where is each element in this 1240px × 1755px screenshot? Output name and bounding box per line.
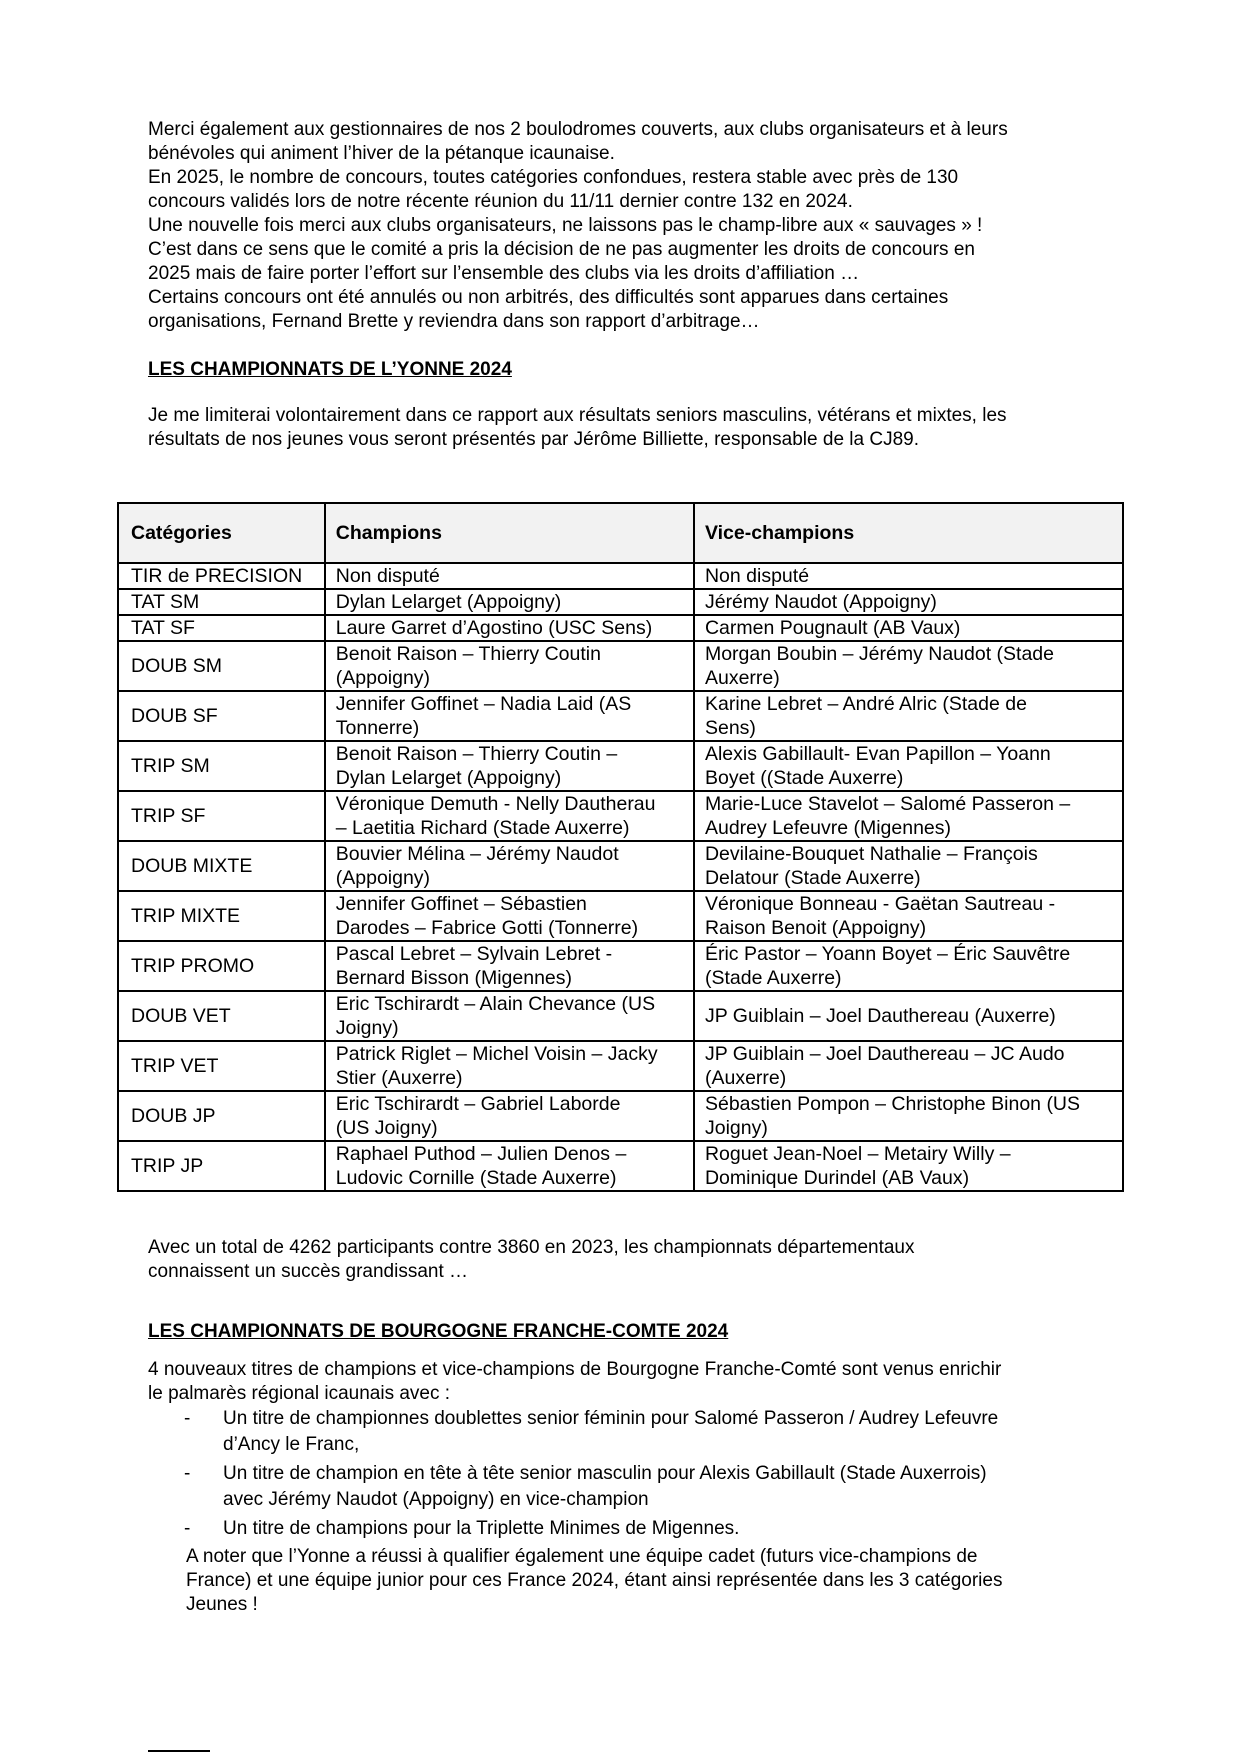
cell-line: JP Guiblain – Joel Dauthereau (Auxerre) <box>704 1005 1056 1027</box>
section-yonne-paragraph <box>148 404 1098 452</box>
cell-line: Marie-Luce Stavelot – Salomé Passeron – <box>704 793 1071 815</box>
cell-line: Véronique Demuth - Nelly Dautherau <box>335 793 656 815</box>
table-row <box>118 1141 1123 1191</box>
bfc-note-line: Jeunes ! <box>186 1594 258 1615</box>
vice-champions-cell <box>694 791 1123 841</box>
vice-champions-cell <box>694 891 1123 941</box>
category-cell: DOUB MIXTE <box>118 841 325 891</box>
cell-line: Sens) <box>704 717 756 739</box>
cell-line: (Auxerre) <box>704 1067 787 1089</box>
intro-line: 2025 mais de faire porter l’effort sur l’ensemble des clubs via les droits d’affiliation … <box>148 263 860 284</box>
cell-line: Jennifer Goffinet – Sébastien <box>335 893 587 915</box>
header-vice-champions: Vice-champions <box>694 503 1123 563</box>
list-item <box>148 1516 1098 1542</box>
bfc-intro-line: le palmarès régional icaunais avec : <box>148 1383 451 1404</box>
category-cell: DOUB JP <box>118 1091 325 1141</box>
section-yonne-line: Je me limiterai volontairement dans ce rapport aux résultats seniors masculins, vétérans et mixtes, les <box>148 405 1007 426</box>
champions-cell <box>325 1041 694 1091</box>
section-bfc <box>148 1358 1098 1617</box>
cell-line: Joigny) <box>704 1117 768 1139</box>
intro-line: organisations, Fernand Brette y reviendra dans son rapport d’arbitrage… <box>148 311 760 332</box>
bfc-note <box>148 1545 1098 1617</box>
table-row <box>118 1091 1123 1141</box>
category-cell: TRIP MIXTE <box>118 891 325 941</box>
category-cell: TAT SM <box>118 589 325 615</box>
category-cell: TRIP SF <box>118 791 325 841</box>
cell-line: Pascal Lebret – Sylvain Lebret - <box>335 943 613 965</box>
intro-line: Merci également aux gestionnaires de nos 2 boulodromes couverts, aux clubs organisateurs et à leurs <box>148 119 1008 140</box>
after-table-line: connaissent un succès grandissant … <box>148 1261 469 1282</box>
champions-cell <box>325 941 694 991</box>
table-row <box>118 991 1123 1041</box>
category-cell: TRIP VET <box>118 1041 325 1091</box>
cell-line: Devilaine-Bouquet Nathalie – François <box>704 843 1038 865</box>
cell-line: Bernard Bisson (Migennes) <box>335 967 573 989</box>
cell-line: Dominique Durindel (AB Vaux) <box>704 1167 970 1189</box>
champions-cell <box>325 589 694 615</box>
list-item-line: d’Ancy le Franc, <box>223 1434 360 1455</box>
list-item-line: Un titre de champion en tête à tête senior masculin pour Alexis Gabillault (Stade Auxerrois) <box>223 1463 987 1484</box>
table-row <box>118 1041 1123 1091</box>
cell-line: JP Guiblain – Joel Dauthereau – JC Audo <box>704 1043 1065 1065</box>
cell-line: (Appoigny) <box>335 867 431 889</box>
intro-line: Certains concours ont été annulés ou non arbitrés, des difficultés sont apparues dans certaines <box>148 287 949 308</box>
cell-line: Carmen Pougnault (AB Vaux) <box>704 617 961 639</box>
table-row <box>118 589 1123 615</box>
cell-line: Bouvier Mélina – Jérémy Naudot <box>335 843 619 865</box>
vice-champions-cell <box>694 841 1123 891</box>
vice-champions-cell <box>694 563 1123 589</box>
champions-cell <box>325 1091 694 1141</box>
list-item <box>148 1406 1098 1458</box>
cell-line: Karine Lebret – André Alric (Stade de <box>704 693 1027 715</box>
cell-line: Eric Tschirardt – Gabriel Laborde <box>335 1093 621 1115</box>
footnote-separator <box>148 1750 210 1752</box>
vice-champions-cell <box>694 589 1123 615</box>
cell-line: Ludovic Cornille (Stade Auxerre) <box>335 1167 617 1189</box>
vice-champions-cell <box>694 941 1123 991</box>
cell-line: Dylan Lelarget (Appoigny) <box>335 767 562 789</box>
table-header-row <box>118 503 1123 563</box>
bfc-note-line: A noter que l’Yonne a réussi à qualifier également une équipe cadet (futurs vice-champions de <box>186 1546 978 1567</box>
champions-cell <box>325 841 694 891</box>
cell-line: – Laetitia Richard (Stade Auxerre) <box>335 817 630 839</box>
after-table-paragraph <box>148 1236 1098 1284</box>
cell-line: Benoit Raison – Thierry Coutin <box>335 643 601 665</box>
vice-champions-cell <box>694 991 1123 1041</box>
cell-line: Benoit Raison – Thierry Coutin – <box>335 743 618 765</box>
table-row <box>118 841 1123 891</box>
cell-line: Auxerre) <box>704 667 780 689</box>
vice-champions-cell <box>694 691 1123 741</box>
intro-paragraph <box>148 118 1098 334</box>
cell-line: Véronique Bonneau - Gaëtan Sautreau - <box>704 893 1056 915</box>
cell-line: Laure Garret d’Agostino (USC Sens) <box>335 617 653 639</box>
table-row <box>118 891 1123 941</box>
intro-line: Une nouvelle fois merci aux clubs organisateurs, ne laissons pas le champ-libre aux « sauvages » ! <box>148 215 983 236</box>
vice-champions-cell <box>694 1041 1123 1091</box>
vice-champions-cell <box>694 641 1123 691</box>
table-row <box>118 941 1123 991</box>
category-cell: TAT SF <box>118 615 325 641</box>
bfc-note-line: France) et une équipe junior pour ces France 2024, étant ainsi représentée dans les 3 catégories <box>186 1570 1003 1591</box>
table-row <box>118 791 1123 841</box>
cell-line: Eric Tschirardt – Alain Chevance (US <box>335 993 656 1015</box>
cell-line: Raphael Puthod – Julien Denos – <box>335 1143 627 1165</box>
champions-cell <box>325 991 694 1041</box>
champions-cell <box>325 615 694 641</box>
table-row <box>118 563 1123 589</box>
cell-line: Raison Benoit (Appoigny) <box>704 917 927 939</box>
category-cell: TRIP SM <box>118 741 325 791</box>
section-title-bfc: LES CHAMPIONNATS DE BOURGOGNE FRANCHE-COMTE 2024 <box>148 1321 729 1342</box>
table-row <box>118 741 1123 791</box>
table-row <box>118 691 1123 741</box>
cell-line: Audrey Lefeuvre (Migennes) <box>704 817 952 839</box>
category-cell: TRIP PROMO <box>118 941 325 991</box>
cell-line: Alexis Gabillault- Evan Papillon – Yoann <box>704 743 1051 765</box>
bfc-title-list <box>148 1406 1098 1542</box>
cell-line: Roguet Jean-Noel – Metairy Willy – <box>704 1143 1011 1165</box>
cell-line: Morgan Boubin – Jérémy Naudot (Stade <box>704 643 1054 665</box>
after-table-line: Avec un total de 4262 participants contre 3860 en 2023, les championnats départementaux <box>148 1237 915 1258</box>
cell-line: Non disputé <box>704 565 810 587</box>
cell-line: Darodes – Fabrice Gotti (Tonnerre) <box>335 917 639 939</box>
section-yonne-line: résultats de nos jeunes vous seront présentés par Jérôme Billiette, responsable de la CJ89. <box>148 429 919 450</box>
champions-cell <box>325 563 694 589</box>
champions-cell <box>325 741 694 791</box>
cell-line: (Stade Auxerre) <box>704 967 842 989</box>
intro-line: En 2025, le nombre de concours, toutes catégories confondues, restera stable avec près de 130 <box>148 167 959 188</box>
intro-line: bénévoles qui animent l’hiver de la pétanque icaunaise. <box>148 143 615 164</box>
document-body <box>148 118 1098 452</box>
champions-cell <box>325 791 694 841</box>
vice-champions-cell <box>694 741 1123 791</box>
cell-line: (Appoigny) <box>335 667 431 689</box>
table-body <box>118 563 1123 1191</box>
category-cell: TIR de PRECISION <box>118 563 325 589</box>
cell-line: Patrick Riglet – Michel Voisin – Jacky <box>335 1043 658 1065</box>
list-item <box>148 1461 1098 1513</box>
category-cell: DOUB SF <box>118 691 325 741</box>
list-item-line: avec Jérémy Naudot (Appoigny) en vice-champion <box>223 1489 649 1510</box>
cell-line: Delatour (Stade Auxerre) <box>704 867 921 889</box>
cell-line: Jérémy Naudot (Appoigny) <box>704 591 937 613</box>
list-item-line: Un titre de champions pour la Triplette Minimes de Migennes. <box>223 1518 740 1539</box>
category-cell: TRIP JP <box>118 1141 325 1191</box>
category-cell: DOUB VET <box>118 991 325 1041</box>
vice-champions-cell <box>694 1091 1123 1141</box>
intro-line: C’est dans ce sens que le comité a pris la décision de ne pas augmenter les droits de concours en <box>148 239 975 260</box>
vice-champions-cell <box>694 615 1123 641</box>
champions-cell <box>325 891 694 941</box>
cell-line: Sébastien Pompon – Christophe Binon (US <box>704 1093 1081 1115</box>
champions-cell <box>325 1141 694 1191</box>
list-item-line: Un titre de championnes doublettes senior féminin pour Salomé Passeron / Audrey Lefeuvre <box>223 1408 999 1429</box>
cell-line: Tonnerre) <box>335 717 420 739</box>
cell-line: Stier (Auxerre) <box>335 1067 463 1089</box>
cell-line: Non disputé <box>335 565 440 587</box>
header-champions: Champions <box>325 503 694 563</box>
cell-line: Éric Pastor – Yoann Boyet – Éric Sauvêtre <box>704 943 1071 965</box>
bfc-intro-line: 4 nouveaux titres de champions et vice-champions de Bourgogne Franche-Comté sont venus enrichir <box>148 1359 1002 1380</box>
champions-cell <box>325 691 694 741</box>
category-cell: DOUB SM <box>118 641 325 691</box>
cell-line: Dylan Lelarget (Appoigny) <box>335 591 562 613</box>
cell-line: Joigny) <box>335 1017 399 1039</box>
intro-line: concours validés lors de notre récente réunion du 11/11 dernier contre 132 en 2024. <box>148 191 853 212</box>
table-row <box>118 641 1123 691</box>
cell-line: Boyet ((Stade Auxerre) <box>704 767 904 789</box>
vice-champions-cell <box>694 1141 1123 1191</box>
cell-line: Jennifer Goffinet – Nadia Laid (AS <box>335 693 632 715</box>
table-row <box>118 615 1123 641</box>
section-title-yonne: LES CHAMPIONNATS DE L’YONNE 2024 <box>148 359 512 380</box>
results-table <box>117 502 1124 1192</box>
champions-cell <box>325 641 694 691</box>
cell-line: (US Joigny) <box>335 1117 438 1139</box>
header-categories: Catégories <box>118 503 325 563</box>
